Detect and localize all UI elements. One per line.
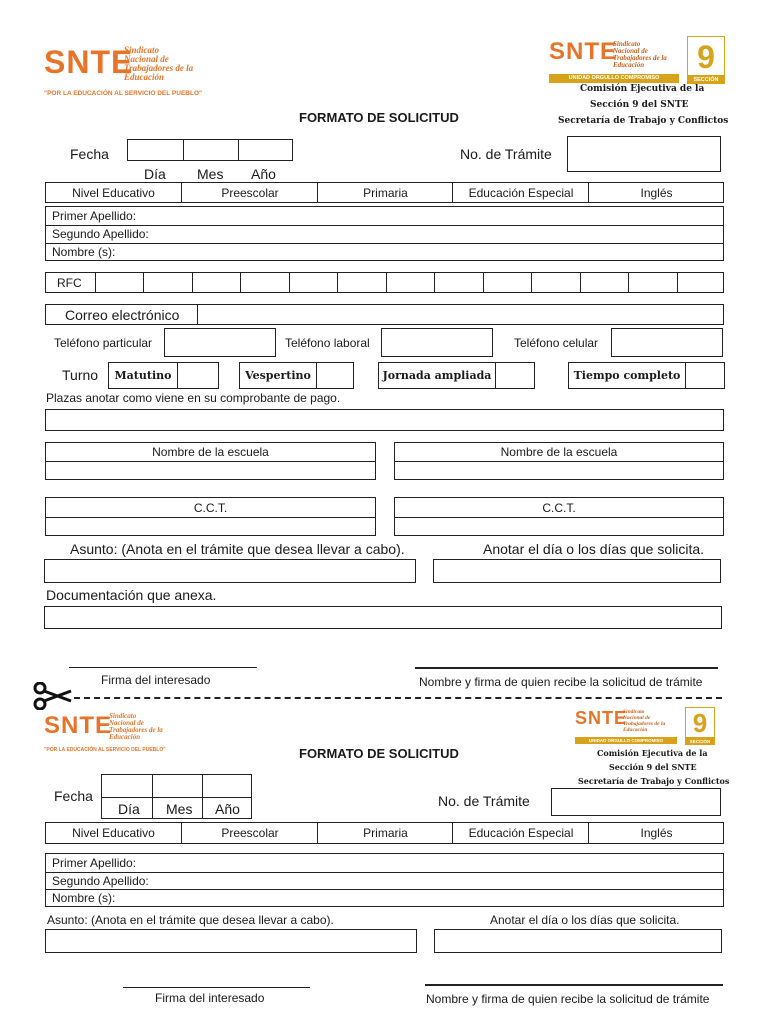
dias-input[interactable] (433, 559, 721, 583)
vespertino-label: Vespertino (245, 369, 311, 382)
day-label: Día (118, 801, 140, 817)
snte-name-line: Sindicato (124, 45, 160, 55)
day-input[interactable] (102, 775, 151, 796)
vespertino-option (239, 362, 317, 389)
plazas-label: Plazas anotar como viene en su comprobante de pago. (46, 391, 341, 405)
firma-interesado-label: Firma del interesado (101, 673, 211, 687)
tel-particular-label: Teléfono particular (54, 336, 153, 350)
section-label: SECCIÓN (685, 738, 715, 745)
tiempo-label: Tiempo completo (573, 369, 681, 382)
nivel-option-primaria[interactable]: Primaria (317, 823, 453, 843)
snte-name-line: Nacional de (613, 47, 648, 55)
tramite-input[interactable] (567, 136, 721, 172)
snte-name-line: Educación (613, 61, 645, 69)
snte-name-line: Educación (623, 727, 648, 733)
snte-tagline: "POR LA EDUCACIÓN AL SERVICIO DEL PUEBLO" (44, 747, 166, 753)
asunto-label: Asunto: (Anota en el trámite que desea llevar a cabo). (70, 541, 405, 557)
nivel-option-preescolar[interactable]: Preescolar (181, 823, 318, 843)
email-input[interactable] (198, 305, 722, 324)
fecha-label: Fecha (70, 146, 109, 162)
matutino-option (108, 362, 178, 389)
commission-line: Comisión Ejecutiva de la (597, 748, 708, 758)
section-number: 9 (685, 707, 715, 738)
nombre-field[interactable]: Nombre (s): (52, 245, 116, 259)
snte-name-line: Trabajadores de la (623, 721, 666, 727)
segundo-apellido-field[interactable]: Segundo Apellido: (52, 874, 149, 888)
snte-name-line: Trabajadores de la (124, 63, 194, 73)
day-input[interactable] (127, 139, 184, 161)
snte-acronym: SNTE (44, 712, 113, 739)
scissors-icon (33, 682, 73, 710)
section-number: 9 (687, 36, 725, 76)
cct-label: C.C.T. (193, 501, 228, 515)
rfc-label: RFC (57, 276, 82, 290)
snte-acronym: SNTE (575, 708, 628, 728)
tel-celular-label: Teléfono celular (514, 336, 599, 350)
firma-interesado-line (69, 667, 257, 668)
jornada-checkbox[interactable] (495, 362, 535, 389)
snte-logo-left-2 (44, 712, 184, 754)
cct-label: C.C.T. (542, 501, 576, 515)
snte-acronym: SNTE (549, 38, 618, 65)
tel-celular-input[interactable] (611, 328, 723, 357)
snte-acronym: SNTE (44, 44, 134, 80)
snte-tagline: "POR LA EDUCACIÓN AL SERVICIO DEL PUEBLO" (44, 90, 203, 97)
primer-apellido-field[interactable]: Primer Apellido: (52, 209, 137, 223)
year-input[interactable] (238, 139, 293, 161)
escuela-label: Nombre de la escuela (152, 445, 269, 459)
segundo-apellido-field[interactable]: Segundo Apellido: (52, 227, 149, 241)
commission-line: Comisión Ejecutiva de la (580, 84, 705, 94)
month-label: Mes (197, 166, 224, 182)
month-input[interactable] (183, 139, 239, 161)
section-label: SECCIÓN (687, 76, 725, 84)
form-title: FORMATO DE SOLICITUD (299, 746, 459, 761)
nivel-option-primaria[interactable]: Primaria (317, 183, 453, 202)
tiempo-checkbox[interactable] (685, 362, 725, 389)
nivel-option-especial[interactable]: Educación Especial (452, 183, 589, 202)
snte-name-line: Nacional de (623, 715, 651, 721)
snte-name-line: Trabajadores de la (109, 726, 163, 734)
nivel-educativo-row (45, 182, 724, 203)
name-block (45, 206, 724, 261)
fecha-label: Fecha (54, 788, 93, 804)
escuela-label: Nombre de la escuela (500, 445, 618, 459)
firma-recibe-label: Nombre y firma de quien recibe la solicitud de trámite (419, 675, 703, 689)
snte-logo-right-2 (575, 708, 720, 748)
rfc-row (45, 272, 724, 293)
dias-label: Anotar el día o los días que solicita. (490, 913, 680, 927)
firma-interesado-line (123, 987, 310, 988)
snte-logo-left (44, 44, 214, 100)
nivel-label: Nivel Educativo (72, 185, 155, 200)
tel-particular-input[interactable] (164, 328, 276, 357)
snte-name-line: Sindicato (109, 712, 137, 720)
snte-name-line: Nacional de (124, 54, 169, 64)
snte-name-line: Sindicato (623, 709, 645, 715)
tramite-input[interactable] (551, 788, 721, 816)
snte-name-line: Nacional de (109, 719, 144, 727)
cct-input-1[interactable] (46, 517, 375, 535)
asunto-input[interactable] (45, 929, 417, 953)
unity-banner: UNIDAD ORGULLO COMPROMISO (575, 737, 677, 744)
cut-line (74, 697, 722, 699)
dias-label: Anotar el día o los días que solicita. (483, 541, 705, 557)
cct-input-2[interactable] (395, 517, 723, 535)
jornada-label: Jornada ampliada (382, 369, 492, 382)
matutino-label: Matutino (114, 369, 172, 382)
commission-line: Sección 9 del SNTE (609, 762, 697, 772)
nivel-option-preescolar[interactable]: Preescolar (181, 183, 318, 202)
commission-line: Secretaría de Trabajo y Conflictos (578, 776, 730, 786)
day-label: Día (144, 166, 166, 182)
nivel-option-ingles[interactable]: Inglés (588, 183, 724, 202)
primer-apellido-field[interactable]: Primer Apellido: (52, 856, 137, 870)
month-label: Mes (166, 801, 193, 817)
form-title: FORMATO DE SOLICITUD (299, 110, 459, 125)
name-block (45, 853, 724, 907)
nombre-field[interactable]: Nombre (s): (52, 891, 116, 905)
nivel-label: Nivel Educativo (72, 826, 155, 840)
snte-name-line: Trabajadores de la (613, 54, 667, 62)
plazas-input[interactable] (45, 409, 724, 431)
nivel-option-especial[interactable]: Educación Especial (452, 823, 589, 843)
year-label: Año (215, 801, 240, 817)
snte-name-line: Educación (124, 72, 165, 82)
documentacion-input[interactable] (44, 606, 722, 629)
jornada-option (378, 362, 496, 389)
firma-recibe-line (415, 667, 718, 669)
tel-laboral-label: Teléfono laboral (285, 336, 370, 350)
firma-recibe-label: Nombre y firma de quien recibe la solicitud de trámite (426, 992, 710, 1006)
documentacion-label: Documentación que anexa. (46, 587, 217, 603)
commission-line: Sección 9 del SNTE (590, 100, 689, 110)
tramite-label: No. de Trámite (460, 146, 552, 162)
commission-line: Secretaría de Trabajo y Conflictos (558, 116, 729, 126)
dias-input[interactable] (434, 929, 722, 953)
matutino-checkbox[interactable] (177, 362, 219, 389)
turno-label: Turno (62, 367, 99, 383)
firma-recibe-line (425, 984, 723, 986)
escuela-input-1[interactable] (46, 461, 375, 479)
snte-name-line: Educación (109, 733, 141, 741)
snte-name-line: Sindicato (613, 40, 641, 48)
vespertino-checkbox[interactable] (316, 362, 354, 389)
tramite-label: No. de Trámite (438, 793, 530, 809)
nivel-educativo-row (45, 822, 724, 844)
month-input[interactable] (152, 775, 201, 796)
escuela-input-2[interactable] (395, 461, 723, 479)
tel-laboral-input[interactable] (381, 328, 493, 357)
asunto-label: Asunto: (Anota en el trámite que desea llevar a cabo). (47, 913, 334, 927)
year-input[interactable] (202, 775, 251, 796)
firma-interesado-label: Firma del interesado (155, 991, 265, 1005)
tiempo-option (568, 362, 686, 389)
year-label: Año (251, 166, 276, 182)
unity-banner: UNIDAD ORGULLO COMPROMISO (549, 74, 679, 83)
snte-logo-right (549, 38, 729, 86)
email-label: Correo electrónico (65, 307, 180, 323)
asunto-input[interactable] (44, 559, 416, 583)
nivel-option-ingles[interactable]: Inglés (588, 823, 724, 843)
